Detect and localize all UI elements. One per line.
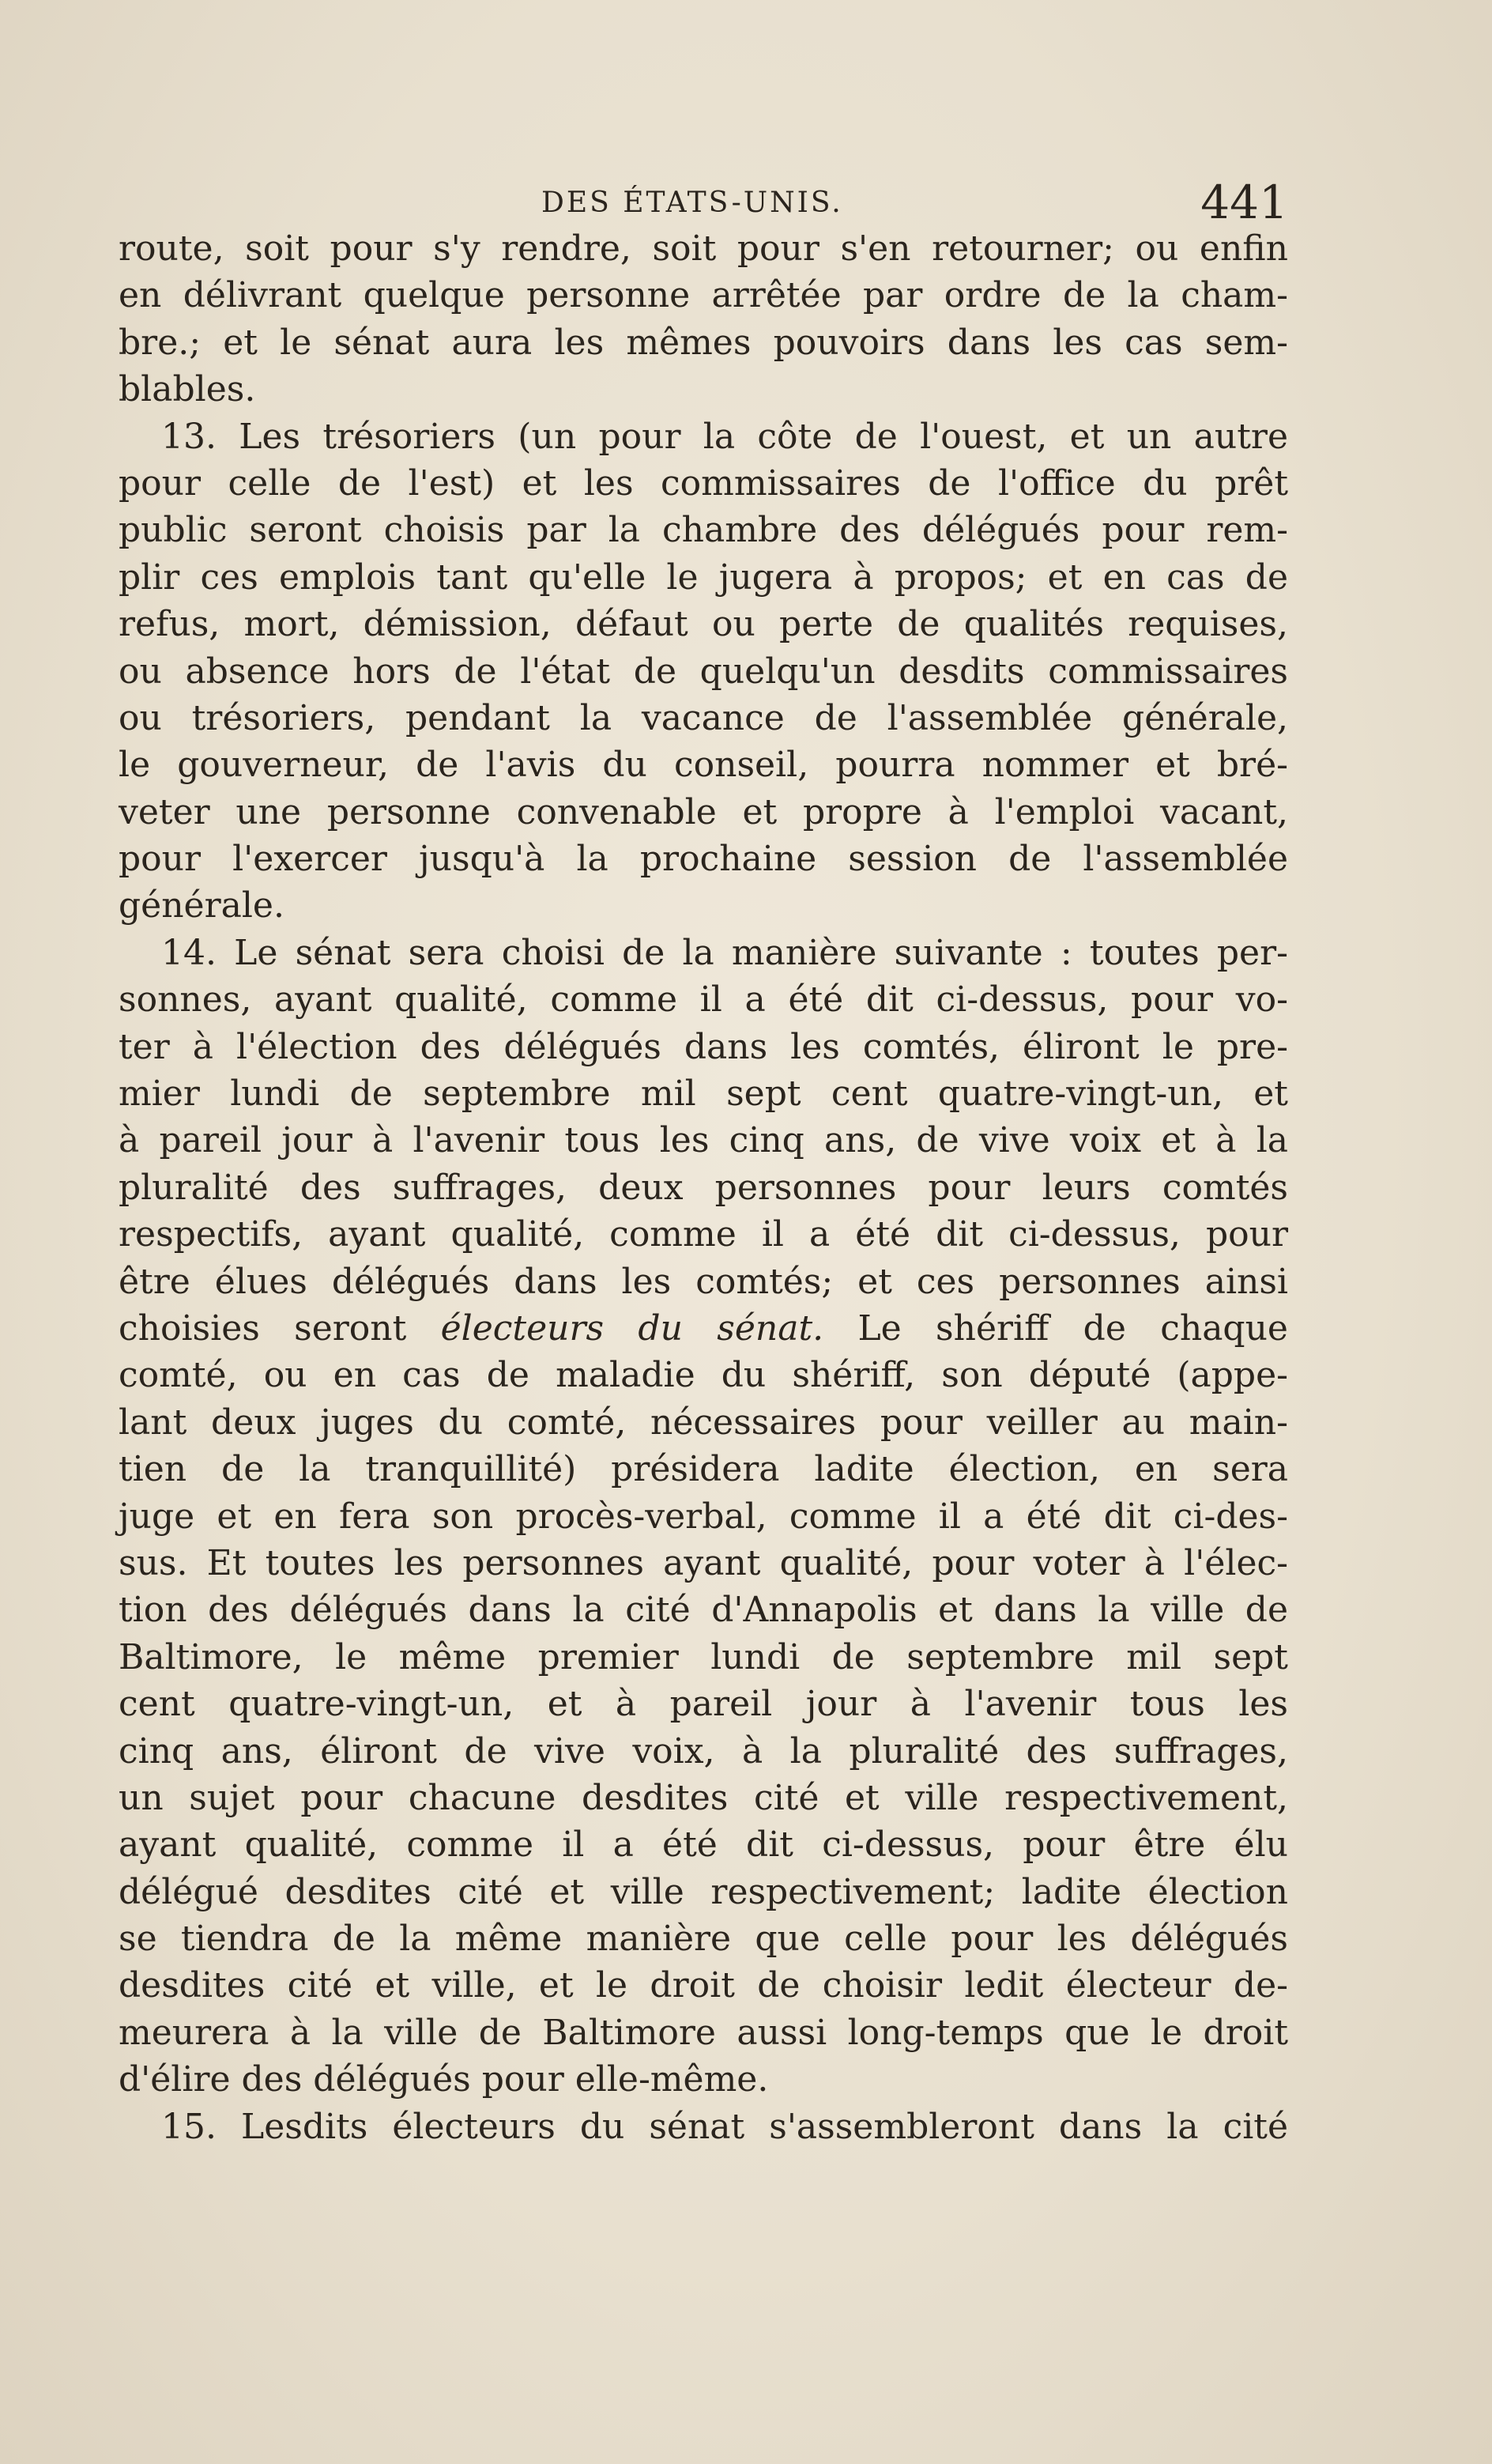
text-line: tien de la tranquillité) présidera ladite élection, en sera	[119, 1449, 1288, 1490]
text-line: Baltimore, le même premier lundi de septembre mil sept	[119, 1636, 1288, 1677]
text-line: lant deux juges du comté, nécessaires pour veiller au main-	[119, 1402, 1288, 1443]
text-line	[119, 1305, 1288, 1352]
text-line: en délivrant quelque personne arrêtée par ordre de la cham-	[119, 275, 1288, 316]
text-line: cent quatre-vingt-un, et à pareil jour à l'avenir tous les	[119, 1684, 1288, 1725]
text-line: 13. Les trésoriers (un pour la côte de l'ouest, et un autre	[161, 416, 1288, 457]
text-line: pour l'exercer jusqu'à la prochaine session de l'assemblée	[119, 839, 1288, 880]
text-line: mier lundi de septembre mil sept cent quatre-vingt-un, et	[119, 1074, 1288, 1115]
text-line: 14. Le sénat sera choisi de la manière suivante : toutes per-	[161, 932, 1288, 973]
text-line: pluralité des suffrages, deux personnes pour leurs comtés	[119, 1167, 1288, 1208]
running-title: DES ÉTATS-UNIS.	[541, 187, 843, 219]
text-line: 15. Lesdits électeurs du sénat s'assembleront dans la cité	[161, 2106, 1288, 2147]
text-line: à pareil jour à l'avenir tous les cinq ans, de vive voix et à la	[119, 1120, 1288, 1161]
text-line: public seront choisis par la chambre des délégués pour rem-	[119, 510, 1288, 551]
text-line: se tiendra de la même manière que celle pour les délégués	[119, 1919, 1288, 1960]
text-line: pour celle de l'est) et les commissaires de l'office du prêt	[119, 462, 1288, 504]
text-line: être élues délégués dans les comtés; et ces personnes ainsi	[119, 1261, 1288, 1302]
text-line: comté, ou en cas de maladie du shériff, son député (appe-	[119, 1355, 1288, 1396]
text-line: plir ces emplois tant qu'elle le jugera à propos; et en cas de	[119, 557, 1288, 598]
text-line: veter une personne convenable et propre à l'emploi vacant,	[119, 791, 1288, 832]
text-line: cinq ans, éliront de vive voix, à la pluralité des suffrages,	[119, 1730, 1288, 1772]
text-line: délégué desdites cité et ville respectivement; ladite élection	[119, 1871, 1288, 1912]
text-line: un sujet pour chacune desdites cité et ville respectivement,	[119, 1777, 1288, 1818]
text-line: le gouverneur, de l'avis du conseil, pourra nommer et bré-	[119, 745, 1288, 786]
text-line: générale.	[119, 885, 284, 926]
text-line: blables.	[119, 369, 256, 410]
body-text	[119, 225, 1288, 2150]
text-line: desdites cité et ville, et le droit de choisir ledit électeur de-	[119, 1965, 1288, 2006]
text-line: meurera à la ville de Baltimore aussi long-temps que le droit	[119, 2012, 1288, 2053]
text-line: bre.; et le sénat aura les mêmes pouvoirs dans les cas sem-	[119, 322, 1288, 363]
text-line: ter à l'élection des délégués dans les comtés, éliront le pre-	[119, 1026, 1288, 1067]
text-line: sonnes, ayant qualité, comme il a été dit ci-dessus, pour vo-	[119, 979, 1288, 1021]
text-line: juge et en fera son procès-verbal, comme il a été dit ci-des-	[119, 1496, 1288, 1537]
text-line: tion des délégués dans la cité d'Annapolis et dans la ville de	[119, 1590, 1288, 1631]
text-run: choisies seront	[119, 1307, 407, 1349]
text-run: Le shériff de chaque	[857, 1307, 1288, 1349]
text-line: respectifs, ayant qualité, comme il a été dit ci-dessus, pour	[119, 1214, 1288, 1255]
text-line: route, soit pour s'y rendre, soit pour s'en retourner; ou enfin	[119, 228, 1288, 269]
text-line: d'élire des délégués pour elle-même.	[119, 2059, 769, 2100]
text-line: ou trésoriers, pendant la vacance de l'assemblée générale,	[119, 697, 1288, 738]
text-line: sus. Et toutes les personnes ayant qualité, pour voter à l'élec-	[119, 1542, 1288, 1583]
text-line: refus, mort, démission, défaut ou perte de qualités requises,	[119, 604, 1288, 645]
text-line: ou absence hors de l'état de quelqu'un desdits commissaires	[119, 651, 1288, 692]
text-line: ayant qualité, comme il a été dit ci-dessus, pour être élu	[119, 1824, 1288, 1866]
page-number: 441	[1200, 175, 1288, 229]
italic-term: électeurs du sénat.	[440, 1307, 824, 1349]
running-head	[119, 175, 1288, 231]
